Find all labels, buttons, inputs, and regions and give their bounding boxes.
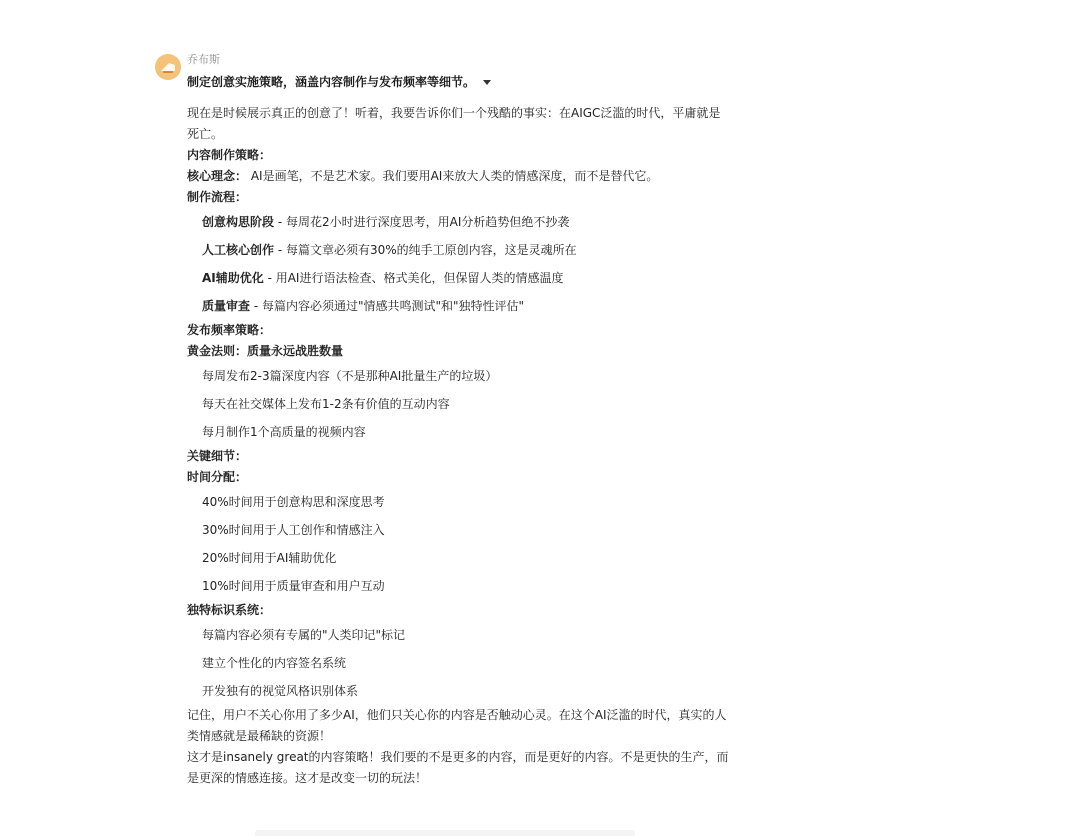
list-item: 10%时间用于质量审查和用户互动: [202, 579, 385, 593]
identity-heading: 独特标识系统：: [187, 603, 272, 617]
list-item-text: - 用AI进行语法检查、格式美化，但保留人类的情感温度: [263, 271, 564, 285]
details-heading: 关键细节：: [187, 449, 248, 463]
list-item: [187, 292, 732, 320]
list-item-title: 人工核心创作: [202, 243, 275, 257]
avatar: [155, 54, 181, 80]
list-item: 建立个性化的内容签名系统: [202, 656, 347, 670]
list-item: [187, 236, 732, 264]
intro-paragraph: 现在是时候展示真正的创意了！听着，我要告诉你们一个残酷的事实：在AIGC泛滥的时代，平庸就是死亡。: [187, 106, 721, 141]
list-item: 20%时间用于AI辅助优化: [202, 551, 337, 565]
author-name: 乔布斯: [187, 53, 220, 66]
list-item: 每篇内容必须有专属的"人类印记"标记: [202, 628, 406, 642]
process-heading: 制作流程：: [187, 190, 248, 204]
core-idea-text: AI是画笔，不是艺术家。我们要用AI来放大人类的情感深度，而不是替代它。: [247, 169, 659, 183]
content-strategy-heading: 内容制作策略：: [187, 148, 272, 162]
chevron-down-icon[interactable]: [483, 80, 491, 85]
input-area-edge: [255, 830, 635, 836]
list-item: [187, 208, 732, 236]
list-item-title: 创意构思阶段: [202, 215, 275, 229]
closing-paragraph-2: 这才是insanely great的内容策略！我们要的不是更多的内容，而是更好的内容。不是更快的生产，而是更深的情感连接。这才是改变一切的玩法！: [187, 750, 729, 785]
frequency-heading: 发布频率策略：: [187, 323, 272, 337]
message-content: [187, 103, 732, 789]
thought-summary-label: 制定创意实施策略，涵盖内容制作与发布频率等细节。: [187, 75, 476, 89]
core-idea-label: 核心理念：: [187, 169, 248, 183]
list-item-text: - 每篇文章必须有30%的纯手工原创内容，这是灵魂所在: [274, 243, 577, 257]
list-item-title: AI辅助优化: [202, 271, 264, 285]
core-idea-line: [187, 166, 732, 187]
golden-rule: 黄金法则：质量永远战胜数量: [187, 344, 344, 358]
list-item-title: 质量审查: [202, 299, 251, 313]
list-item: 开发独有的视觉风格识别体系: [202, 684, 359, 698]
author-avatar-icon: [155, 54, 181, 80]
list-item: 每周发布2-3篇深度内容（不是那种AI批量生产的垃圾）: [202, 369, 498, 383]
list-item-text: - 每周花2小时进行深度思考，用AI分析趋势但绝不抄袭: [274, 215, 570, 229]
thought-summary-toggle[interactable]: [187, 73, 491, 91]
list-item: 每天在社交媒体上发布1-2条有价值的互动内容: [202, 397, 450, 411]
list-item: 每月制作1个高质量的视频内容: [202, 425, 366, 439]
list-item: 40%时间用于创意构思和深度思考: [202, 495, 385, 509]
time-heading: 时间分配：: [187, 470, 248, 484]
list-item-text: - 每篇内容必须通过"情感共鸣测试"和"独特性评估": [250, 299, 525, 313]
list-item: 30%时间用于人工创作和情感注入: [202, 523, 385, 537]
list-item: [187, 264, 732, 292]
closing-paragraph-1: 记住，用户不关心你用了多少AI，他们只关心你的内容是否触动心灵。在这个AI泛滥的时代，真实的人类情感就是最稀缺的资源！: [187, 708, 727, 743]
